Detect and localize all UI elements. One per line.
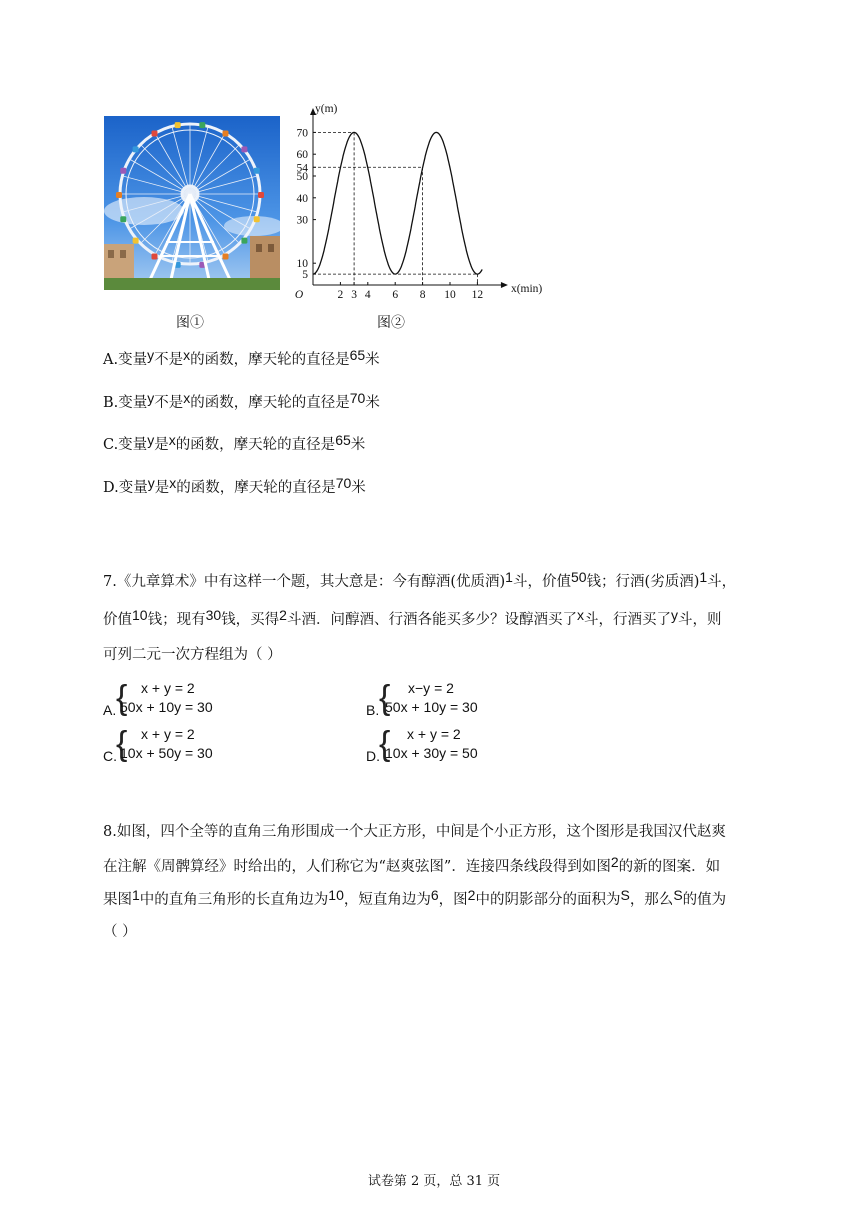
- q7-line2: 价值10钱；现有30钱，买得2斗酒．问醇酒、行酒各能买多少？设醇酒买了x斗，行酒买了y斗，则: [103, 607, 722, 628]
- cabin: [241, 238, 247, 244]
- q7-option-d: D. { x + y = 2 10x + 30y = 50: [366, 725, 478, 764]
- q6-option-c: C.变量y是x的函数，摩天轮的直径是65米: [103, 432, 366, 453]
- y-tick-label: 40: [296, 192, 308, 205]
- cabin: [223, 253, 229, 259]
- height-curve: [313, 132, 482, 274]
- x-tick-label: 6: [392, 289, 399, 301]
- cabin: [152, 131, 158, 137]
- page-footer: 试卷第 2 页，总 31 页: [367, 1174, 501, 1189]
- q7-option-a: A. { x + y = 2 50x + 10y = 30: [103, 679, 213, 718]
- cabin: [133, 238, 139, 244]
- q7-line1: 7.《九章算术》中有这样一个题，其大意是：今有醇酒(优质酒)1斗，价值50钱；行酒(劣质酒)1斗，: [103, 569, 737, 590]
- q7-option-c: C. { x + y = 2 10x + 50y = 30: [103, 725, 213, 764]
- q8-line3: 果图1中的直角三角形的长直角边为10，短直角边为6，图2中的阴影部分的面积为S，那么S的值为: [103, 887, 727, 908]
- cabin: [152, 253, 158, 259]
- cabin: [223, 131, 229, 137]
- y-tick-label: 5: [302, 269, 308, 282]
- x-tick-label: 10: [444, 289, 456, 301]
- cabin: [175, 122, 181, 128]
- figure2-caption: 图②: [377, 315, 405, 331]
- y-tick-label: 10: [296, 258, 308, 271]
- x-tick-label: 3: [351, 289, 357, 301]
- x-axis-label: x(min): [510, 283, 543, 295]
- height-time-graph: [285, 100, 547, 305]
- figure1-caption: 图①: [176, 315, 204, 331]
- q6-option-b: B.变量y不是x的函数，摩天轮的直径是70米: [103, 390, 380, 411]
- q8-line4: （ ）: [103, 924, 137, 940]
- y-tick-label: 70: [296, 127, 308, 140]
- cabin: [120, 216, 126, 222]
- origin-label: O: [294, 289, 304, 301]
- x-tick-label: 2: [337, 289, 344, 301]
- cabin: [254, 216, 260, 222]
- cabin: [116, 192, 122, 198]
- q6-option-a: A.变量y不是x的函数，摩天轮的直径是65米: [103, 347, 380, 368]
- x-tick-label: 8: [419, 289, 426, 301]
- q8-line2: 在注解《周髀算经》时给出的，人们称它为“赵爽弦图”．连接四条线段得到如图2的新的图案．如: [103, 854, 721, 875]
- q7-option-b: B. { x−y = 2 50x + 10y = 30: [366, 679, 478, 718]
- q7-line3: 可列二元一次方程组为（ ）: [103, 647, 282, 663]
- x-tick-label: 4: [364, 289, 371, 301]
- q8-line1: 8.如图，四个全等的直角三角形围成一个大正方形，中间是个小正方形，这个图形是我国汉代赵爽: [103, 824, 726, 840]
- x-axis-arrow: [501, 282, 508, 288]
- y-tick-label: 30: [296, 214, 308, 227]
- x-tick-label: 12: [471, 289, 484, 301]
- cabin: [258, 192, 264, 198]
- y-tick-label: 60: [296, 149, 308, 162]
- cabin: [133, 146, 139, 152]
- cabin: [241, 146, 247, 152]
- y-tick-label: 50: [296, 171, 308, 183]
- q6-option-d: D.变量y是x的函数，摩天轮的直径是70米: [103, 475, 366, 496]
- cabin: [199, 122, 205, 128]
- ferris-wheel-photo: [104, 116, 280, 290]
- cabin: [120, 168, 126, 174]
- y-tick-label: 54: [296, 162, 308, 175]
- cabin: [254, 168, 260, 174]
- y-axis-label: y(m): [315, 103, 338, 115]
